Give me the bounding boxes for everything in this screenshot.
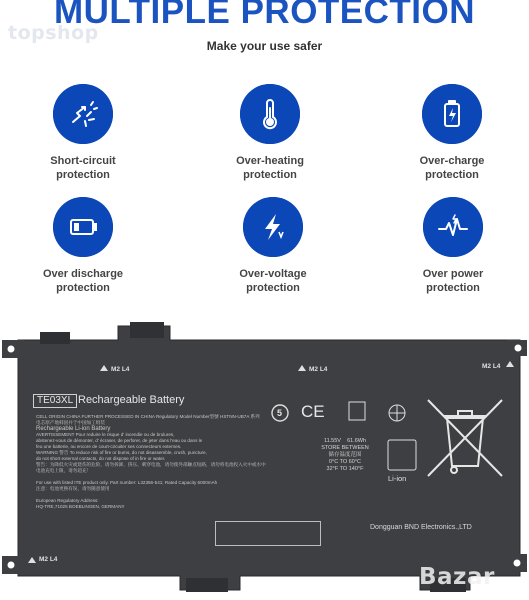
feature-over-charge (377, 84, 527, 182)
feature-label: Short-circuit protection (50, 155, 116, 181)
battery-title: Rechargeable Battery (78, 394, 185, 406)
feature-label: Over-heating protection (236, 155, 304, 181)
chemistry-label: Li-ion (388, 474, 407, 483)
battery-cert-5: 5 (277, 408, 283, 418)
connector-label: M2 L4 (482, 363, 501, 370)
connector-label: M2 L4 (309, 366, 328, 373)
feature-over-power (378, 197, 528, 295)
barcode-area (215, 521, 321, 546)
short-circuit-icon (53, 84, 113, 144)
feature-over-discharge (8, 197, 158, 295)
feature-label: Over-charge protection (419, 155, 485, 181)
feature-label: Over power protection (422, 268, 484, 294)
model-number: TE03XL (33, 394, 77, 408)
feature-label: Over discharge protection (42, 268, 124, 294)
lightning-icon (243, 197, 303, 257)
ce-mark: CE (301, 402, 325, 421)
battery-specs: 11.55V 61.6Wh STORE BETWEEN 储存温度范围 0°C TO 60°C 32°F TO 140°F (321, 438, 369, 472)
feature-label: Over-voltage protection (239, 268, 307, 294)
battery-charge-icon (422, 84, 482, 144)
feature-short-circuit (8, 84, 158, 182)
subheadline: Make your use safer (206, 39, 323, 53)
connector-label: M2 L4 (111, 366, 130, 373)
connector-label: M2 L4 (39, 556, 58, 563)
thermometer-icon (240, 84, 300, 144)
battery-low-icon (53, 197, 113, 257)
pulse-icon (423, 197, 483, 257)
battery-fine-print: CELL ORIGIN CHINA FURTHER PROCESSED IN CHINA Regulatory Model Number型號 HSTNN-UB7A 系列 电芯原产地韩国并于中国加工组装 Rechargeable Li-ion Battery AVERTISSEMENT Pour reduire le risque d' incendie ou de brulures, abstenez-vous de démonter, d' écraser, de perforer, de jeter dans l'eau ou dans le feu une batterie, ou encore de court-circuiter ses connecteurs externes. WARNING 警告 To reduce risk of fire or burns, do not disassemble, crush, puncture, do not short external contacts, do not dispose of in fire or water. 警告：为降低火灾或烧伤的危险，请勿拆卸、挤压、刺穿电池，请勿使外部触点短路，请勿将电池投入火中或水中 电池充电上限，请勿超充！ For use with listed ITE product only. Part number: L32356-541; Rated Capacity 6000mAh 注意：电池更换有误，请勿随意使用 European Regulatory Address: HQ-TRE,71025 BOEBLINGEN, GERMANY (36, 414, 266, 509)
feature-over-voltage (198, 197, 348, 295)
headline: MULTIPLE PROTECTION (53, 0, 476, 31)
manufacturer-label: Dongguan BND Electronics.,LTD (370, 524, 472, 531)
watermark-text: topshop (8, 22, 99, 44)
corner-watermark: Bazar (419, 564, 495, 590)
battery-pack (0, 318, 529, 600)
feature-over-heating (195, 84, 345, 182)
